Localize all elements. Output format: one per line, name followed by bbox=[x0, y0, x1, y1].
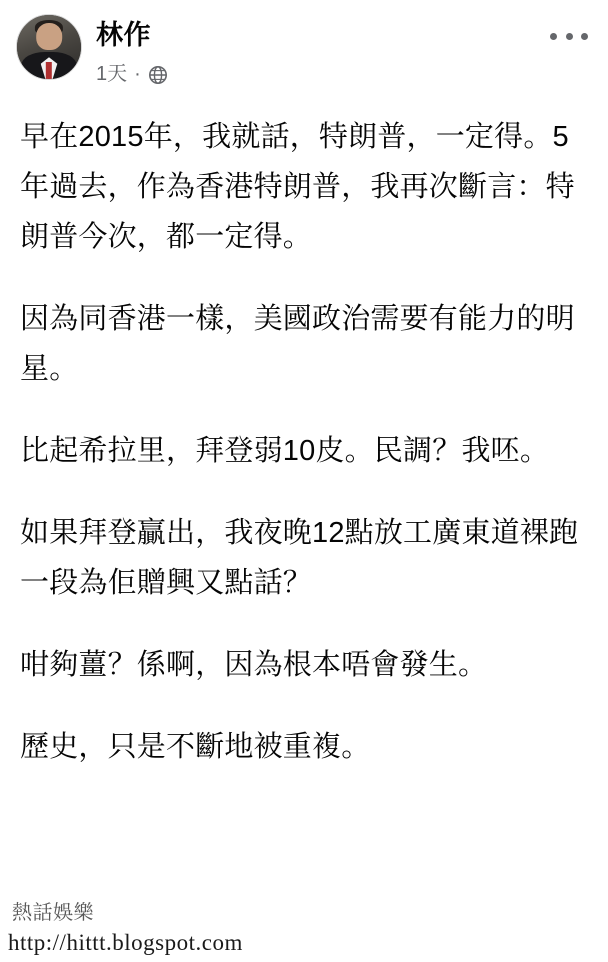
post-meta bbox=[96, 62, 168, 86]
post-header-text bbox=[96, 14, 168, 86]
watermark bbox=[8, 902, 243, 956]
watermark-label: 熱話娛樂 bbox=[12, 902, 94, 924]
post-header bbox=[0, 0, 608, 86]
post-paragraph: 比起希拉里，拜登弱10皮。民調？我呸。 bbox=[20, 435, 550, 467]
post-paragraph: 早在2015年，我就話，特朗普，一定得。5年過去，作為香港特朗普，我再次斷言：特朗普今次，都一定得。 bbox=[20, 121, 575, 253]
avatar[interactable] bbox=[16, 14, 82, 80]
watermark-url: http://hittt.blogspot.com bbox=[8, 930, 243, 955]
post-body bbox=[0, 86, 608, 772]
post-paragraph: 咁夠薑？係啊，因為根本唔會發生。 bbox=[20, 649, 488, 681]
post-paragraph: 如果拜登贏出，我夜晚12點放工廣東道裸跑一段為佢贈興又點話？ bbox=[20, 517, 579, 599]
more-options-icon[interactable] bbox=[550, 26, 588, 46]
avatar-face bbox=[36, 23, 62, 50]
more-dot bbox=[566, 33, 573, 40]
post-timestamp[interactable]: 1天 bbox=[96, 63, 128, 85]
post-paragraph: 歷史，只是不斷地被重複。 bbox=[20, 731, 371, 763]
more-dot bbox=[550, 33, 557, 40]
avatar-tie bbox=[46, 62, 52, 79]
post-paragraph: 因為同香港一樣，美國政治需要有能力的明星。 bbox=[20, 303, 575, 385]
author-name[interactable]: 林作 bbox=[96, 20, 151, 50]
globe-icon[interactable] bbox=[148, 65, 168, 85]
meta-separator: · bbox=[134, 63, 141, 85]
more-dot bbox=[581, 33, 588, 40]
